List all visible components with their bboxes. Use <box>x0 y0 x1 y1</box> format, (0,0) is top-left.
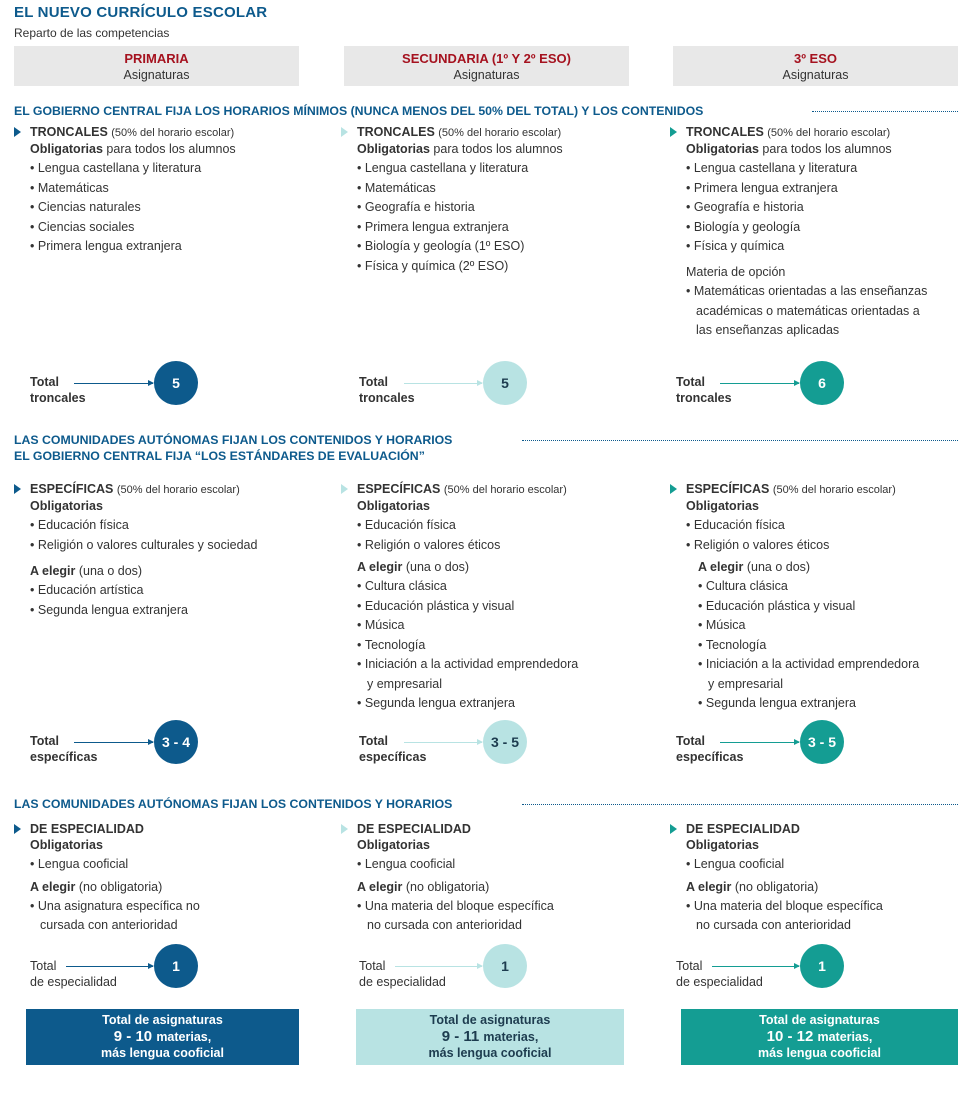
arrow-right-icon <box>74 742 153 743</box>
arrow-right-icon <box>720 383 799 384</box>
list-item: • Tecnología <box>357 636 657 656</box>
total-troncales-label <box>359 374 415 406</box>
elegir-rest: (una o dos) <box>743 560 811 574</box>
elegir-label: A elegir <box>30 879 76 894</box>
materias-word: materias, <box>483 1030 539 1044</box>
total-especificas-label <box>676 733 743 765</box>
block-heading: ESPECÍFICAS <box>30 482 114 496</box>
list-item-continuation: las enseñanzas aplicadas <box>696 323 840 337</box>
list-item-continuation: y empresarial <box>367 676 443 691</box>
elegir-label: A elegir <box>698 560 744 574</box>
elegir-rest: (una o dos) <box>75 564 143 578</box>
list-item: • Lengua castellana y literatura <box>686 159 971 179</box>
block-note: (50% del horario escolar) <box>438 127 562 139</box>
especialidad-3eso <box>686 822 971 936</box>
obligatorias-label: Obligatorias <box>357 142 430 156</box>
especificas-primaria <box>30 482 330 620</box>
total-asignaturas-value: 9 - 10 <box>113 1028 153 1045</box>
list-item: • Lengua cooficial <box>30 855 320 875</box>
troncales-3eso <box>686 125 971 341</box>
total-troncales-secundaria: 5 <box>483 361 527 405</box>
elegir-rest: (una o dos) <box>402 560 470 574</box>
triangle-marker-icon <box>341 824 348 834</box>
stage-name: 3º ESO <box>793 51 838 66</box>
total-especialidad-secundaria: 1 <box>483 944 527 988</box>
block-heading: ESPECÍFICAS <box>357 482 441 496</box>
list-item: • Religión o valores culturales y sociedad <box>30 536 330 556</box>
block-note: (50% del horario escolar) <box>772 484 896 496</box>
list-item: • Matemáticas <box>357 179 647 199</box>
total-asignaturas-label: Total de asignaturas <box>102 1013 223 1027</box>
arrow-right-icon <box>74 383 153 384</box>
total-troncales-3eso: 6 <box>800 361 844 405</box>
total-word: Total <box>359 959 386 973</box>
block-heading: DE ESPECIALIDAD <box>30 822 144 836</box>
list-item: • Biología y geología (1º ESO) <box>357 237 647 257</box>
list-item: • Lengua castellana y literatura <box>30 159 320 179</box>
elegir-label: A elegir <box>357 560 403 574</box>
list-item: • Tecnología <box>698 636 971 656</box>
dotted-rule <box>522 440 958 441</box>
obligatorias-label: Obligatorias <box>686 499 759 513</box>
elegir-label: A elegir <box>357 879 403 894</box>
total-asignaturas-primaria <box>26 1009 299 1065</box>
total-word: Total <box>359 734 388 748</box>
stage-name: PRIMARIA <box>124 51 189 66</box>
list-item: • Educación plástica y visual <box>698 597 971 617</box>
coficial-note: más lengua cooficial <box>758 1046 881 1060</box>
total-troncales-primaria: 5 <box>154 361 198 405</box>
list-item: • Física y química <box>686 237 971 257</box>
list-item: • Biología y geología <box>686 218 971 238</box>
list-item: • Ciencias sociales <box>30 218 320 238</box>
list-item: • Cultura clásica <box>698 577 971 597</box>
total-category: troncales <box>359 391 415 405</box>
list-item: • Lengua castellana y literatura <box>357 159 647 179</box>
especificas-3eso <box>686 482 971 714</box>
list-item: • Educación física <box>30 516 330 536</box>
materias-word: materias, <box>817 1030 873 1044</box>
triangle-marker-icon <box>670 127 677 137</box>
block-heading: TRONCALES <box>357 125 435 139</box>
obligatorias-label: Obligatorias <box>30 499 103 513</box>
obligatorias-label: Obligatorias <box>30 838 103 852</box>
total-especificas-secundaria: 3 - 5 <box>483 720 527 764</box>
list-item: • Geografía e historia <box>686 198 971 218</box>
section-heading-especificas <box>14 432 452 464</box>
total-word: Total <box>676 959 703 973</box>
triangle-marker-icon <box>670 824 677 834</box>
list-item: • Física y química (2º ESO) <box>357 257 647 277</box>
elegir-rest: (no obligatoria) <box>402 879 490 894</box>
dotted-rule <box>812 111 958 112</box>
block-note: (50% del horario escolar) <box>443 484 567 496</box>
list-item-continuation: no cursada con anterioridad <box>367 918 522 932</box>
list-item: • Iniciación a la actividad emprendedora <box>357 655 657 675</box>
page-title: EL NUEVO CURRÍCULO ESCOLAR <box>14 4 268 21</box>
total-troncales-label <box>30 374 86 406</box>
list-item: • Ciencias naturales <box>30 198 320 218</box>
total-especificas-label <box>30 733 97 765</box>
total-word: Total <box>359 375 388 389</box>
total-category: de especialidad <box>30 975 117 989</box>
list-item: • Educación física <box>686 516 971 536</box>
elegir-label: A elegir <box>686 879 732 894</box>
obligatorias-label: Obligatorias <box>686 142 759 156</box>
list-item: • Primera lengua extranjera <box>686 179 971 199</box>
stage-name: SECUNDARIA (1º Y 2º ESO) <box>402 51 571 66</box>
total-category: troncales <box>676 391 732 405</box>
obligatorias-label: Obligatorias <box>357 838 430 852</box>
list-item: • Música <box>698 616 971 636</box>
stage-sub: Asignaturas <box>782 68 849 82</box>
total-especificas-primaria: 3 - 4 <box>154 720 198 764</box>
elegir-label: A elegir <box>30 564 76 578</box>
total-especificas-3eso: 3 - 5 <box>800 720 844 764</box>
list-item: • Una materia del bloque específica <box>357 897 647 917</box>
list-item: • Matemáticas <box>30 179 320 199</box>
block-note: (50% del horario escolar) <box>767 127 891 139</box>
obligatorias-rest: para todos los alumnos <box>429 142 563 156</box>
total-especialidad-label <box>676 958 763 990</box>
section-heading-troncales: EL GOBIERNO CENTRAL FIJA LOS HORARIOS MÍNIMOS (NUNCA MENOS DEL 50% DEL TOTAL) Y LOS CONTENIDOS <box>14 104 704 118</box>
total-word: Total <box>30 375 59 389</box>
list-item: • Educación plástica y visual <box>357 597 657 617</box>
block-heading: TRONCALES <box>686 125 764 139</box>
total-especialidad-label <box>30 958 117 990</box>
list-item: • Una asignatura específica no <box>30 897 320 917</box>
list-item-continuation: académicas o matemáticas orientadas a <box>696 303 920 318</box>
total-especificas-label <box>359 733 426 765</box>
stage-header-3eso <box>673 46 958 86</box>
triangle-marker-icon <box>670 484 677 494</box>
triangle-marker-icon <box>14 484 21 494</box>
block-heading: TRONCALES <box>30 125 108 139</box>
arrow-right-icon <box>712 966 799 967</box>
list-item-continuation: y empresarial <box>708 676 784 691</box>
stage-header-secundaria <box>344 46 629 86</box>
triangle-marker-icon <box>341 127 348 137</box>
especialidad-primaria <box>30 822 320 936</box>
list-item-continuation: no cursada con anterioridad <box>696 918 851 932</box>
triangle-marker-icon <box>341 484 348 494</box>
section-heading-line: EL GOBIERNO CENTRAL FIJA “LOS ESTÁNDARES DE EVALUACIÓN” <box>14 449 425 463</box>
elegir-rest: (no obligatoria) <box>731 879 819 894</box>
list-item: • Educación artística <box>30 581 330 601</box>
list-item: • Iniciación a la actividad emprendedora <box>698 655 971 675</box>
triangle-marker-icon <box>14 127 21 137</box>
block-heading: ESPECÍFICAS <box>686 482 770 496</box>
list-item: • Matemáticas orientadas a las enseñanzas <box>686 282 971 302</box>
total-asignaturas-3eso <box>681 1009 958 1065</box>
total-word: Total <box>676 734 705 748</box>
list-item: • Segunda lengua extranjera <box>30 601 330 621</box>
arrow-right-icon <box>404 383 482 384</box>
stage-header-primaria <box>14 46 299 86</box>
total-word: Total <box>676 375 705 389</box>
coficial-note: más lengua cooficial <box>101 1046 224 1060</box>
arrow-right-icon <box>66 966 153 967</box>
list-item: • Educación física <box>357 516 657 536</box>
total-asignaturas-label: Total de asignaturas <box>759 1013 880 1027</box>
especificas-secundaria <box>357 482 657 714</box>
total-especialidad-3eso: 1 <box>800 944 844 988</box>
obligatorias-label: Obligatorias <box>357 499 430 513</box>
list-item: • Segunda lengua extranjera <box>357 694 657 714</box>
total-asignaturas-value: 9 - 11 <box>441 1028 480 1045</box>
obligatorias-rest: para todos los alumnos <box>758 142 892 156</box>
page-subtitle: Reparto de las competencias <box>14 26 170 40</box>
total-especialidad-label <box>359 958 446 990</box>
list-item: • Primera lengua extranjera <box>30 237 320 257</box>
elegir-rest: (no obligatoria) <box>75 879 163 894</box>
total-category: específicas <box>676 750 744 764</box>
total-asignaturas-label: Total de asignaturas <box>429 1013 551 1027</box>
troncales-secundaria <box>357 125 647 276</box>
list-item: • Primera lengua extranjera <box>357 218 647 238</box>
list-item: • Lengua cooficial <box>357 855 647 875</box>
total-category: troncales <box>30 391 86 405</box>
materias-word: materias, <box>156 1030 212 1044</box>
total-word: Total <box>30 959 57 973</box>
list-item: • Religión o valores éticos <box>686 536 971 556</box>
total-asignaturas-secundaria <box>356 1009 624 1065</box>
stage-sub: Asignaturas <box>123 68 190 82</box>
list-item: • Una materia del bloque específica <box>686 897 971 917</box>
arrow-right-icon <box>395 966 482 967</box>
coficial-note: más lengua cooficial <box>428 1046 552 1060</box>
total-especialidad-primaria: 1 <box>154 944 198 988</box>
list-item: • Religión o valores éticos <box>357 536 657 556</box>
section-heading-especialidad: LAS COMUNIDADES AUTÓNOMAS FIJAN LOS CONTENIDOS Y HORARIOS <box>14 797 453 811</box>
list-item: • Geografía e historia <box>357 198 647 218</box>
obligatorias-rest: para todos los alumnos <box>102 142 236 156</box>
triangle-marker-icon <box>14 824 21 834</box>
obligatorias-label: Obligatorias <box>30 142 103 156</box>
section-heading-line: LAS COMUNIDADES AUTÓNOMAS FIJAN LOS CONTENIDOS Y HORARIOS <box>14 433 453 447</box>
especialidad-secundaria <box>357 822 647 936</box>
list-item: • Música <box>357 616 657 636</box>
total-category: de especialidad <box>676 975 763 989</box>
arrow-right-icon <box>720 742 799 743</box>
stage-sub: Asignaturas <box>453 68 520 82</box>
dotted-rule <box>522 804 958 805</box>
troncales-primaria <box>30 125 320 257</box>
list-item: • Segunda lengua extranjera <box>698 694 971 714</box>
block-heading: DE ESPECIALIDAD <box>686 822 800 836</box>
total-category: específicas <box>30 750 98 764</box>
total-category: específicas <box>359 750 427 764</box>
total-asignaturas-value: 10 - 12 <box>766 1028 814 1045</box>
obligatorias-label: Obligatorias <box>686 838 759 852</box>
materia-opcion-label: Materia de opción <box>686 264 786 279</box>
total-troncales-label <box>676 374 732 406</box>
block-heading: DE ESPECIALIDAD <box>357 822 471 836</box>
block-note: (50% del horario escolar) <box>116 484 240 496</box>
block-note: (50% del horario escolar) <box>111 127 235 139</box>
total-word: Total <box>30 734 59 748</box>
list-item: • Cultura clásica <box>357 577 657 597</box>
total-category: de especialidad <box>359 975 446 989</box>
list-item-continuation: cursada con anterioridad <box>40 918 178 932</box>
list-item: • Lengua cooficial <box>686 855 971 875</box>
arrow-right-icon <box>404 742 482 743</box>
